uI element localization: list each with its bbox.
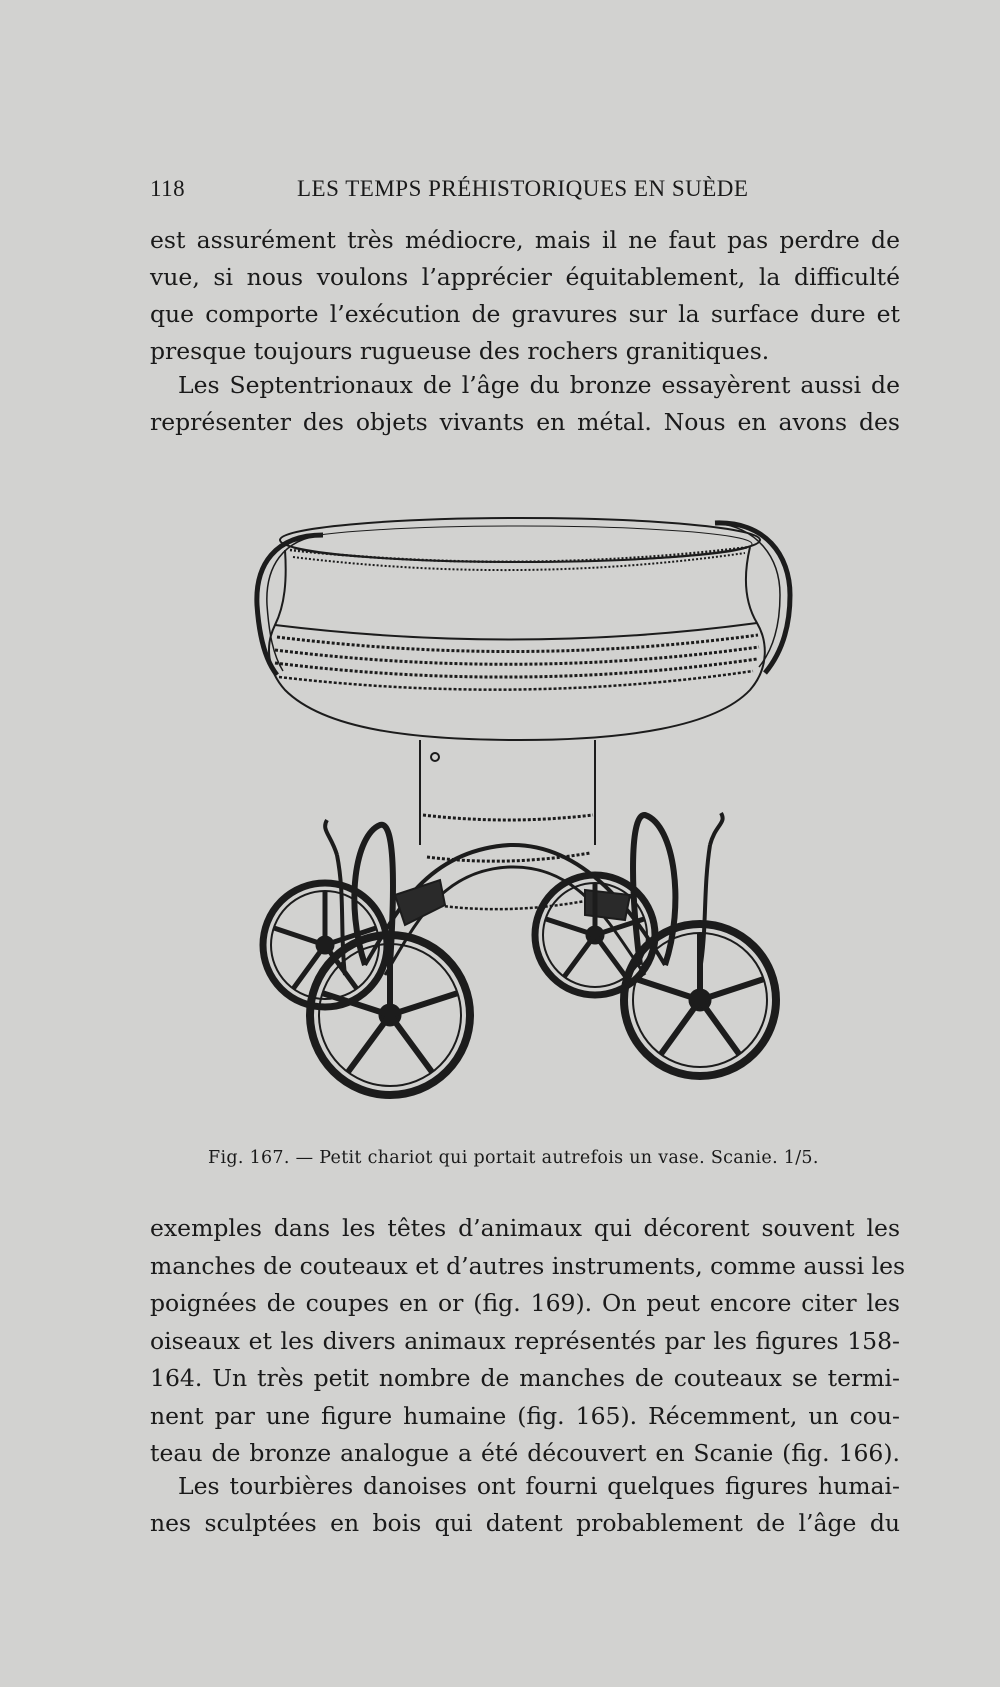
figure-caption: Fig. 167. — Petit chariot qui portait autrefois un vase. Scanie. 1/5. — [208, 1148, 819, 1168]
text-line: poignées de coupes en or (fig. 169). On peut encore citer les — [150, 1289, 900, 1317]
text-line: est assurément très médiocre, mais il ne faut pas perdre de — [150, 226, 900, 254]
wheel-front-right — [624, 924, 776, 1076]
text-line: Les tourbières danoises ont fourni quelques figures humai- — [178, 1472, 900, 1500]
text-line: nent par une figure humaine (fig. 165). Récemment, un cou- — [150, 1401, 900, 1430]
text-line: vue, si nous voulons l’apprécier équitablement, la difficulté — [150, 263, 900, 291]
text-line: oiseaux et les divers animaux représentés par les figures 158- — [150, 1326, 900, 1355]
text-line: représenter des objets vivants en métal. Nous en avons des — [150, 408, 900, 436]
page-number: 118 — [150, 176, 186, 201]
text-line: 164. Un très petit nombre de manches de couteaux se termi- — [150, 1364, 900, 1392]
paragraph-1 — [150, 222, 900, 370]
text-line: exemples dans les têtes d’animaux qui décorent souvent les — [150, 1214, 900, 1242]
running-title: LES TEMPS PRÉHISTORIQUES EN SUÈDE — [297, 176, 749, 201]
cart-vase-illustration — [245, 495, 805, 1135]
text-line: presque toujours rugueuse des rochers granitiques. — [150, 337, 770, 365]
text-line: manches de couteaux et d’autres instruments, comme aussi les — [150, 1251, 906, 1280]
page-header — [150, 176, 750, 206]
paragraph-2 — [150, 367, 900, 441]
paragraph-3 — [150, 1210, 906, 1473]
wheel-front-left — [310, 935, 470, 1095]
bowl-rim — [280, 518, 760, 562]
paragraph-4 — [150, 1468, 900, 1542]
text-line: nes sculptées en bois qui datent probablement de l’âge du — [150, 1509, 900, 1537]
stem — [420, 740, 595, 845]
text-line: teau de bronze analogue a été découvert en Scanie (fig. 166). — [150, 1439, 900, 1467]
text-line: que comporte l’exécution de gravures sur la surface dure et — [150, 300, 900, 328]
text-line: Les Septentrionaux de l’âge du bronze essayèrent aussi de — [178, 371, 900, 399]
